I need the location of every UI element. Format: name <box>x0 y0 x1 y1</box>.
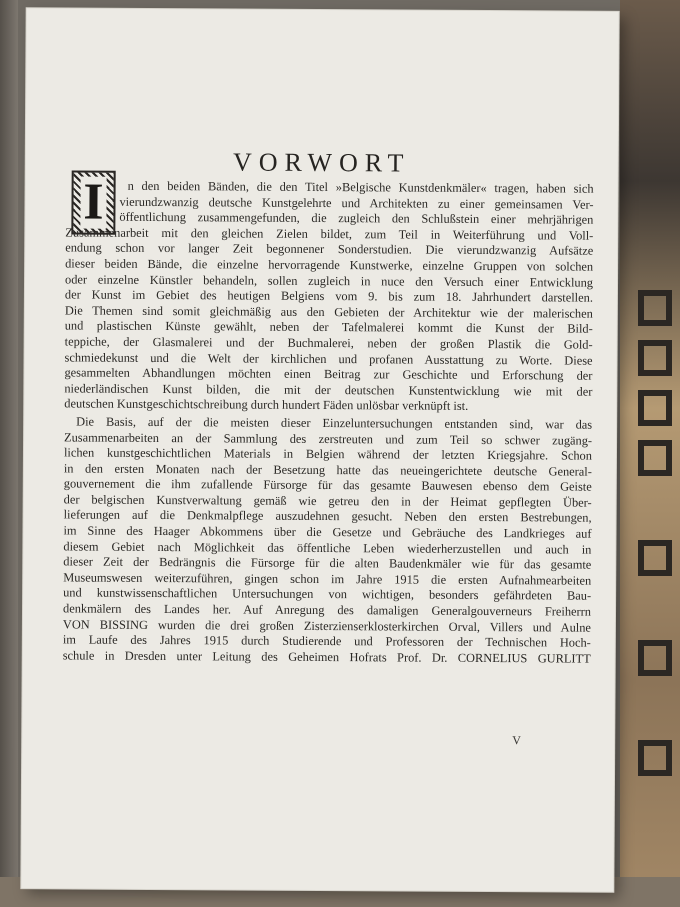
text-line: Zusammenarbeiten an der Sammlung des zerstreuten und zum Teil so schwer zugäng- <box>64 429 593 448</box>
lattice-decoration <box>638 340 672 376</box>
drop-cap-letter: I <box>80 177 107 229</box>
lattice-decoration <box>638 540 672 576</box>
text-line: lichen kunstgeschichtlichen Materials in Belgien während der letzten Kriegsjahre. Schon <box>63 445 593 463</box>
page-number: V <box>512 733 521 748</box>
lattice-decoration <box>638 740 672 776</box>
text-line: n den beiden Bänden, die den Titel »Belgische Kunstdenkmäler« tragen, haben sich <box>127 178 594 196</box>
body-text <box>63 178 594 667</box>
background-left <box>0 0 18 907</box>
lattice-decoration <box>638 640 672 676</box>
text-line: diesem Gebiet nach Möglichkeit das öffentliche Leben wiederherzustellen und auch in <box>63 539 592 557</box>
text-line: dieser Zeit der Bedrängnis die Fürsorge für die alten Baudenkmäler wie für das gesamte <box>63 554 592 572</box>
text-line: vierundzwanzig deutsche Kunstgelehrte und Architekten zu einer gemeinsamen Ver- <box>119 194 594 212</box>
background-bookshelf <box>620 0 680 907</box>
book-page <box>21 8 618 892</box>
text-line: Zusammenarbeit mit den gleichen Zielen bildet, zum Teil in Weiterführung und Voll- <box>65 225 594 243</box>
text-line: oder einzelne Künstler behandeln, sollen zugleich in nuce den Versuch einer Entwicklung <box>64 272 594 290</box>
text-line: gesammelten Abhandlungen möchten einen Beitrag zur Geschichte und Erforschung der <box>64 365 593 383</box>
text-line: im Laufe des Jahres 1915 durch Studierende und Professoren der Technischen Hoch- <box>62 632 591 650</box>
text-line: und plastischen Künste gewählt, neben der Tafelmalerei kommt die Kunst der Bild- <box>64 318 593 337</box>
text-line: der Kunst im Gebiet des heutigen Belgiens vom 9. bis zum 18. Jahrhundert darstellen. <box>64 287 593 305</box>
text-line: in den ersten Monaten nach der Besetzung hatte das neueingerichtete deutsche General- <box>63 461 592 479</box>
text-line: Die Basis, auf der die meisten dieser Einzeluntersuchungen entstanden sind, war das <box>76 414 593 432</box>
text-line: öffentlichung zusammengefunden, die zugleich den Schlußstein einer mehrjährigen <box>119 209 594 227</box>
text-line: im Sinne des Haager Abkommens über die Gesetze und Gebräuche des Landkrieges auf <box>63 523 592 541</box>
lattice-decoration <box>638 390 672 426</box>
text-line: niederländischen Kunst bilden, die mit der deutschen Kunstentwicklung wie mit der <box>64 381 593 399</box>
page-heading: VORWORT <box>232 147 411 178</box>
text-line: schmiedekunst und die Welt der kirchlichen und profanen Ausstattung zu Worte. Diese <box>64 349 593 368</box>
paragraph-2 <box>63 414 593 667</box>
text-line: VON BISSING wurden die drei großen Zisterzienserklosterkirchen Orval, Villers und Aulne <box>62 617 591 635</box>
text-line: der belgischen Kunstverwaltung gemäß wie getreu den in der Heimat gepflegten Über- <box>63 492 592 510</box>
text-line: denkmälern des Landes her. Auf Anregung des damaligen Generalgouverneurs Freiherrn <box>62 601 592 619</box>
text-line: endung schon vor langer Zeit begonnener Sonderstudien. Die vierundzwanzig Aufsätze <box>65 240 594 259</box>
paragraph-1 <box>64 178 593 415</box>
lattice-decoration <box>638 290 672 326</box>
text-line: Museumswesen weiterzuführen, gingen schon im Jahre 1915 die ersten Aufnahmearbeiten <box>63 570 592 588</box>
text-line: lieferungen auf die Denkmalpflege auszudehnen gesucht. Neben den ersten Bestrebungen, <box>63 507 592 526</box>
text-line: deutschen Kunstgeschichtschreibung durch hundert Fäden unlösbar verknüpft ist. <box>64 396 469 414</box>
text-line: gouvernement die ihm zufallende Fürsorge für das gesamte Bauwesen ebenso dem Geiste <box>63 476 592 494</box>
text-line: Die Themen sind somit gleichmäßig aus den Gebieten der Architektur wie der malerischen <box>64 303 593 321</box>
text-line: schule in Dresden unter Leitung des Geheimen Hofrats Prof. Dr. CORNELIUS GURLITT <box>62 648 591 666</box>
lattice-decoration <box>638 440 672 476</box>
text-line: dieser beiden Bände, die einzelne hervorragende Kunstwerke, einzelne Gruppen von solchen <box>65 256 594 274</box>
text-line: und kunstwissenschaftlichen Untersuchungen von wichtigen, besonders gefährdeten Bau- <box>63 585 592 604</box>
text-line: teppiche, der Glasmalerei und der Buchmalerei, neben der großen Plastik die Gold- <box>64 334 593 352</box>
